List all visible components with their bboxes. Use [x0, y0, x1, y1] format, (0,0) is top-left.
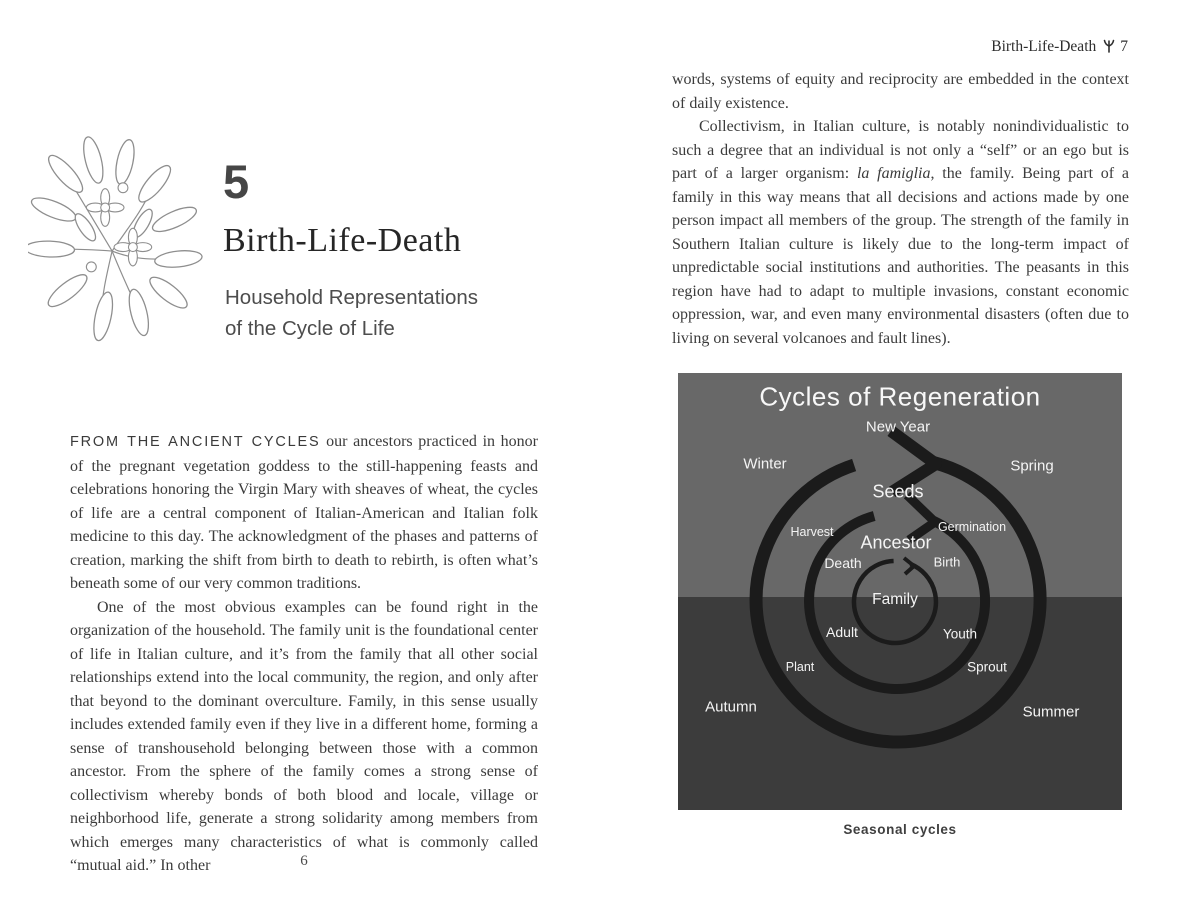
- chapter-number: 5: [223, 155, 250, 208]
- figure-label-germination: Germination: [937, 520, 1007, 534]
- chapter-subtitle: Household Representations of the Cycle of Life: [225, 286, 478, 340]
- figure-label-youth: Youth: [942, 626, 978, 642]
- botanical-illustration-icon: [28, 132, 216, 380]
- figure-label-spring: Spring: [1010, 457, 1054, 475]
- seasonal-cycles-figure: [678, 373, 1122, 810]
- page-number: 6: [300, 853, 308, 869]
- paragraph-text: our ancestors practiced in honor of the pregnant vegetation goddess to the still-happening feasts and celebrations honoring the Virgin Mary with sheaves of wheat, the cycles of life are a central component of Italian-American and Italian folk medicine to this day. The acknowledgment of the phases and patterns of creation, marking the shift from birth to death to rebirth, is often what’s beneath some of our very common traditions.: [70, 433, 538, 592]
- paragraph-text: , the family. Being part of a family in this way means that all decisions and actions made by one person impact all members of the group. The strength of the family in Southern Italian culture is likely due to the long-term impact of unpredictable social institutions and authorities. The peasants in this region have had to adapt to multiple invasions, constant economic oppression, war, and even many environmental disasters (often due to living on several volcanoes and fault lines).: [672, 165, 1130, 347]
- figure-label-ancestor: Ancestor: [860, 532, 932, 553]
- paragraph-lead-in: FROM THE ANCIENT CYCLES: [70, 434, 321, 450]
- figure-label-adult: Adult: [826, 624, 858, 640]
- running-head-title: Birth-Life-Death: [991, 38, 1097, 55]
- left-paragraph-1: [70, 430, 538, 596]
- herb-sprig-icon: [1103, 38, 1115, 53]
- right-page-body: [672, 68, 1129, 350]
- right-paragraph-2: [672, 115, 1129, 350]
- figure-label-plant: Plant: [785, 660, 815, 674]
- figure-label-summer: Summer: [1022, 703, 1080, 721]
- figure-labels-layer: [678, 373, 1122, 810]
- figure-label-harvest: Harvest: [790, 525, 834, 539]
- chapter-title: Birth-Life-Death: [223, 222, 462, 259]
- left-page-body: [70, 430, 538, 878]
- figure-label-new-year: New Year: [865, 418, 931, 436]
- figure-label-birth: Birth: [933, 554, 961, 570]
- figure-caption: Seasonal cycles: [843, 822, 957, 837]
- italic-phrase: la famiglia: [856, 165, 931, 182]
- running-head: [672, 38, 1128, 56]
- figure-label-sprout: Sprout: [967, 659, 1007, 675]
- figure-label-autumn: Autumn: [705, 698, 757, 716]
- running-head-page-number: 7: [1120, 38, 1128, 55]
- right-paragraph-1: words, systems of equity and reciprocity are embedded in the context of daily existence.: [672, 71, 1129, 112]
- figure-label-winter: Winter: [743, 455, 787, 473]
- figure-title: Cycles of Regeneration: [759, 381, 1041, 412]
- paragraph-text: Collectivism, in Italian culture, is notably nonindividualistic to such a degree that an individual is not only a “self” or an ego but is part of a larger organism:: [672, 118, 1129, 182]
- left-paragraph-2: One of the most obvious examples can be found right in the organization of the household. The family unit is the foundational center of life in Italian culture, and it’s from the family that all other social relationships extend into the local community, the region, and only after that beyond to the dominant overculture. Family, in this sense usually includes extended family even if they live in a different home, forming a sense of transhousehold belonging between those with a common ancestor. From the sphere of the family comes a strong sense of collectivism whereby bonds of both blood and locale, village or neighborhood life, generate a strong solidarity among members from which emerges many characteristics of what is commonly called “mutual aid.” In other: [70, 598, 538, 874]
- figure-label-family: Family: [872, 591, 918, 608]
- figure-label-seeds: Seeds: [872, 481, 924, 502]
- figure-label-death: Death: [824, 555, 862, 571]
